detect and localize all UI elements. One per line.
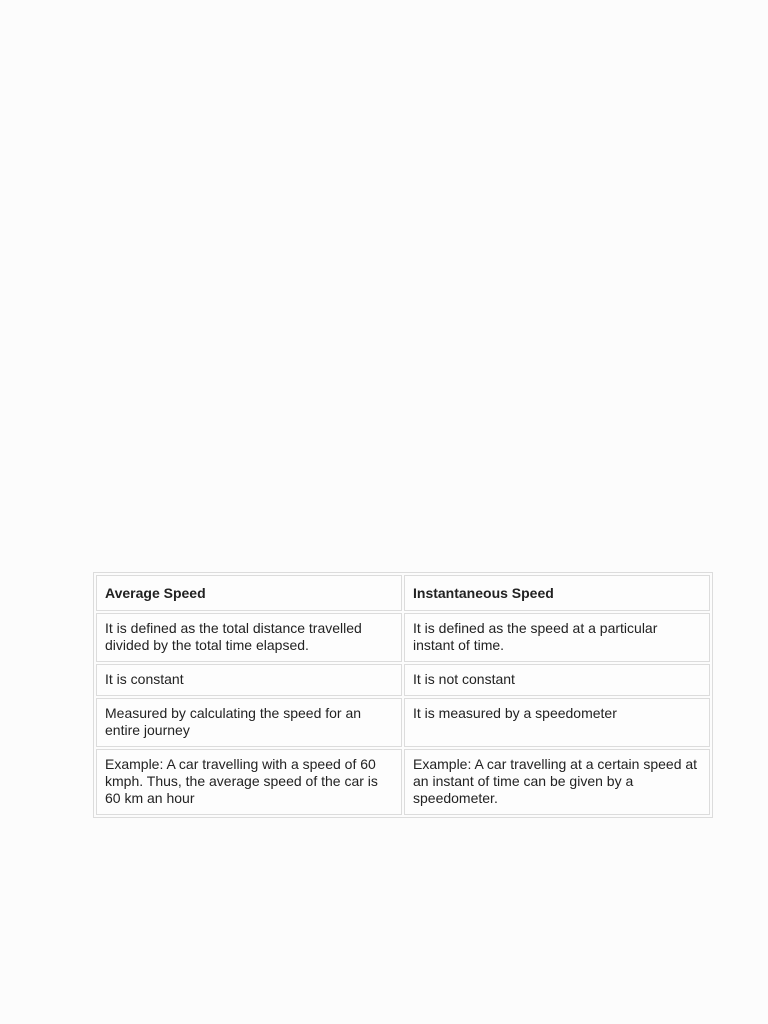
table-cell: It is constant [96, 664, 402, 696]
table-cell: It is defined as the total distance travelled divided by the total time elapsed. [96, 613, 402, 662]
table-cell: Example: A car travelling at a certain speed at an instant of time can be given by a speedometer. [404, 749, 710, 815]
table-cell: It is not constant [404, 664, 710, 696]
table-row [96, 749, 710, 815]
table-row [96, 664, 710, 696]
table-cell: It is measured by a speedometer [404, 698, 710, 747]
table-cell: Measured by calculating the speed for an entire journey [96, 698, 402, 747]
speed-comparison-table [93, 572, 713, 818]
header-instantaneous-speed: Instantaneous Speed [404, 575, 710, 611]
table-header-row [96, 575, 710, 611]
table-row [96, 613, 710, 662]
header-average-speed: Average Speed [96, 575, 402, 611]
table-cell: It is defined as the speed at a particular instant of time. [404, 613, 710, 662]
table-row [96, 698, 710, 747]
table-cell: Example: A car travelling with a speed of 60 kmph. Thus, the average speed of the car is 60 km an hour [96, 749, 402, 815]
